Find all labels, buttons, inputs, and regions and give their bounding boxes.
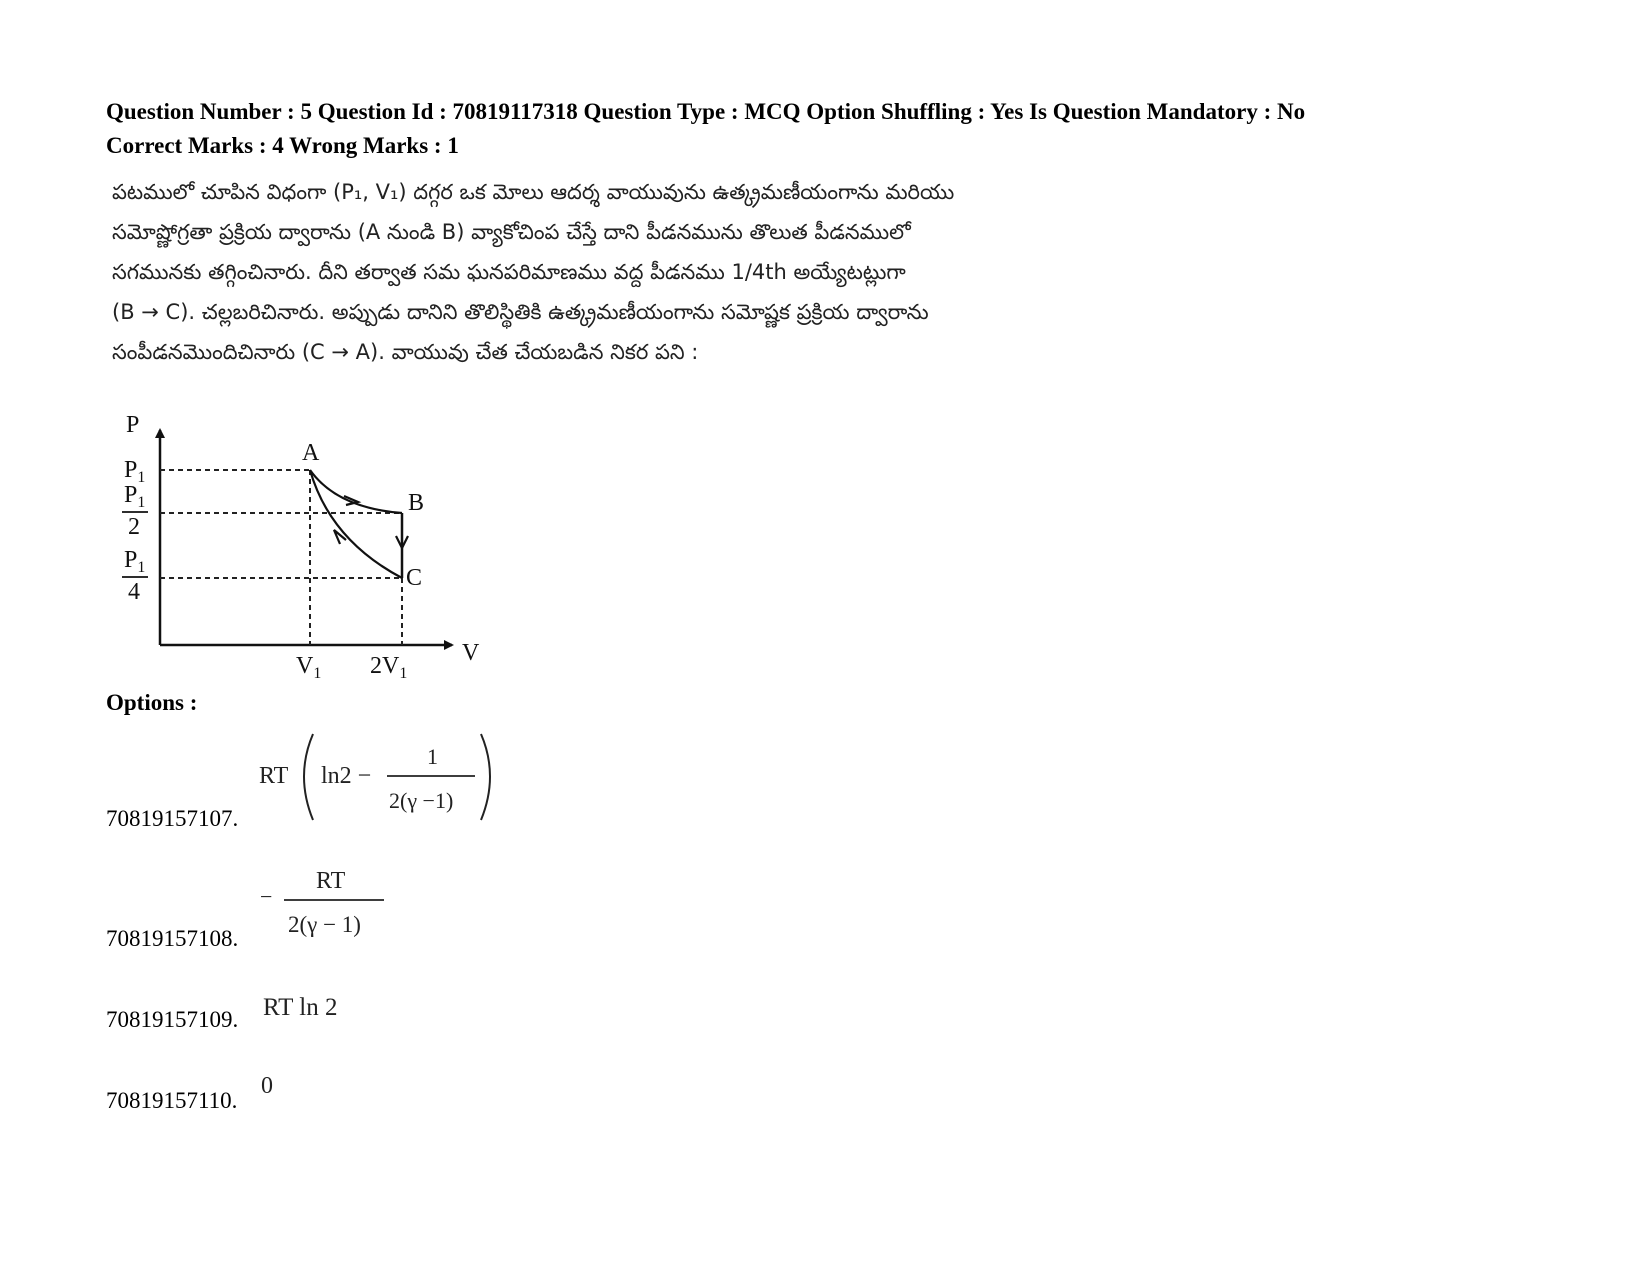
question-header (106, 95, 1566, 163)
point-b-label: B (408, 490, 425, 516)
option-id: 70819157109. (106, 1007, 239, 1032)
left-paren (304, 734, 313, 820)
pv-diagram (112, 410, 492, 690)
tick-2v1: $2V_1$ (370, 653, 408, 682)
question-text-line: సంపీడనమొందిచినారు (C → A). వాయువు చేత చేయబడిన నికర పని : (112, 340, 699, 364)
expr-ln2: ln2 − (321, 763, 372, 789)
option-expression (255, 728, 505, 828)
option-id: 70819157107. (106, 806, 239, 831)
point-a-label: A (302, 440, 320, 466)
point-c-label: C (406, 565, 423, 591)
tick-p1: $P_1$ (124, 457, 146, 486)
frac-denominator: 2(γ − 1) (288, 912, 361, 937)
question-meta-line: Question Number : 5 Question Id : 70819117318 Question Type : MCQ Option Shuffling : Yes Is Question Mandatory : No (106, 99, 1306, 124)
right-paren (481, 734, 490, 820)
option-expression: 0 (261, 1073, 273, 1099)
frac-numerator: 1 (427, 744, 438, 769)
question-text-line: సమోష్ణోగ్రతా ప్రక్రియ ద్వారాను (A నుండి B) వ్యాకోచింప చేస్తే దాని పీడనమును తొలుత పీడనములో (112, 220, 911, 244)
option-expression: RT ln 2 (263, 994, 338, 1021)
option-id: 70819157110. (106, 1088, 238, 1113)
frac-numerator: RT (316, 868, 346, 894)
tick-v1: $V_1$ (296, 653, 322, 682)
tick-p1-half-den: 2 (128, 514, 140, 540)
expr-minus: − (260, 884, 273, 909)
isothermal-curve-ab (310, 470, 402, 513)
expr-rt: RT (259, 763, 289, 789)
question-text-line: (B → C). చల్లబరిచినారు. అప్పుడు దానిని తొలిస్థితికి ఉత్క్రమణీయంగాను సమోష్ణక ప్రక్రియ ద్వారాను (112, 300, 929, 324)
tick-p1-quarter-num: $P_1$ (124, 547, 146, 576)
question-text-line: పటములో చూపిన విధంగా (P₁, V₁) దగ్గర ఒక మోలు ఆదర్శ వాయువును ఉత్క్రమణీయంగాను మరియు (112, 180, 955, 204)
tick-p1-quarter-den: 4 (128, 579, 140, 605)
option-id: 70819157108. (106, 926, 239, 951)
question-text-line: సగమునకు తగ్గించినారు. దీని తర్వాత సమ ఘనపరిమాణము వద్ద పీడనము 1/4th అయ్యేటట్లుగా (112, 260, 906, 284)
question-text (112, 172, 1207, 372)
x-axis-label: V (462, 640, 480, 666)
tick-p1-half-num: $P_1$ (124, 482, 146, 511)
y-axis-label: P (126, 412, 140, 438)
options-label: Options : (106, 690, 198, 715)
marks-line: Correct Marks : 4 Wrong Marks : 1 (106, 133, 459, 158)
option-expression (258, 860, 398, 945)
frac-denominator: 2(γ −1) (389, 788, 454, 813)
